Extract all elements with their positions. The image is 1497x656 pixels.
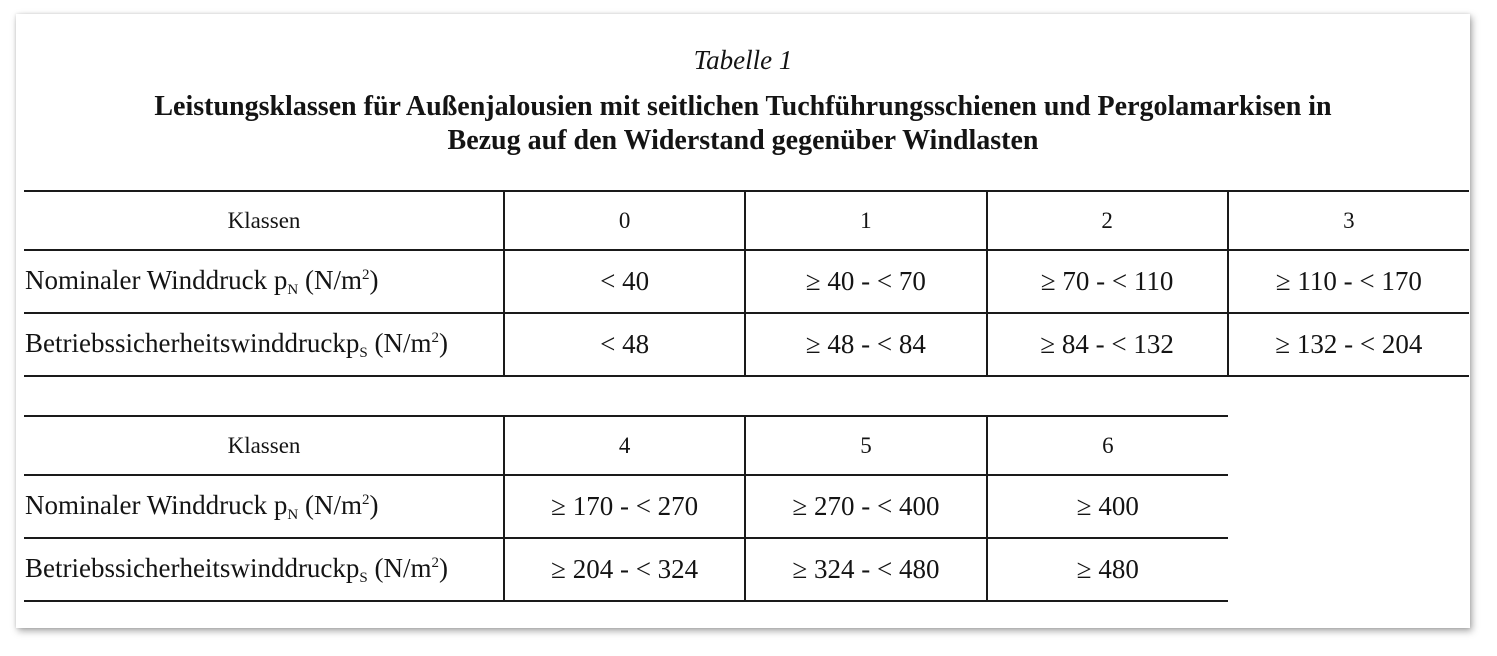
table-row [24,191,1469,250]
wind-class-table-1 [24,190,1469,377]
value-cell: ≥ 70 - < 110 [987,250,1228,313]
table-row [24,416,1228,475]
class-header-cell: 2 [987,191,1228,250]
document-page [16,14,1470,628]
table-title-line-2: Bezug auf den Widerstand gegenüber Windlasten [447,125,1039,156]
value-cell: ≥ 48 - < 84 [745,313,986,376]
class-header-cell: 1 [745,191,986,250]
table-row [24,250,1469,313]
value-cell: ≥ 110 - < 170 [1228,250,1469,313]
wind-class-table-2 [24,415,1228,602]
table-caption: Tabelle 1 [693,45,793,75]
row-label-nominal-pressure: Nominaler Winddruck $p_N$ $(N/m^2)$ [24,475,504,538]
row-label-safety-pressure: Betriebssicherheitswinddruckp$_S$ $(N/m^2)$ [24,538,504,601]
value-cell: ≥ 40 - < 70 [745,250,986,313]
value-cell: ≥ 84 - < 132 [987,313,1228,376]
row-header-classes: Klassen [24,416,504,475]
class-header-cell: 0 [504,191,745,250]
value-cell: ≥ 400 [987,475,1228,538]
table-row [24,538,1228,601]
value-cell: < 40 [504,250,745,313]
value-cell: ≥ 132 - < 204 [1228,313,1469,376]
table-title-line-1: Leistungsklassen für Außenjalousien mit seitlichen Tuchführungsschienen und Pergolamarkisen in [154,91,1332,122]
row-label-nominal-pressure: Nominaler Winddruck $p_N$ $(N/m^2)$ [24,250,504,313]
row-header-classes: Klassen [24,191,504,250]
row-label-safety-pressure: Betriebssicherheitswinddruckp$_S$ $(N/m^2)$ [24,313,504,376]
class-header-cell: 5 [745,416,986,475]
value-cell: ≥ 204 - < 324 [504,538,745,601]
table-row [24,313,1469,376]
value-cell: ≥ 480 [987,538,1228,601]
table-row [24,475,1228,538]
table-title [16,90,1470,158]
class-header-cell: 4 [504,416,745,475]
value-cell: ≥ 324 - < 480 [745,538,986,601]
value-cell: ≥ 170 - < 270 [504,475,745,538]
value-cell: ≥ 270 - < 400 [745,475,986,538]
class-header-cell: 6 [987,416,1228,475]
value-cell: < 48 [504,313,745,376]
class-header-cell: 3 [1228,191,1469,250]
